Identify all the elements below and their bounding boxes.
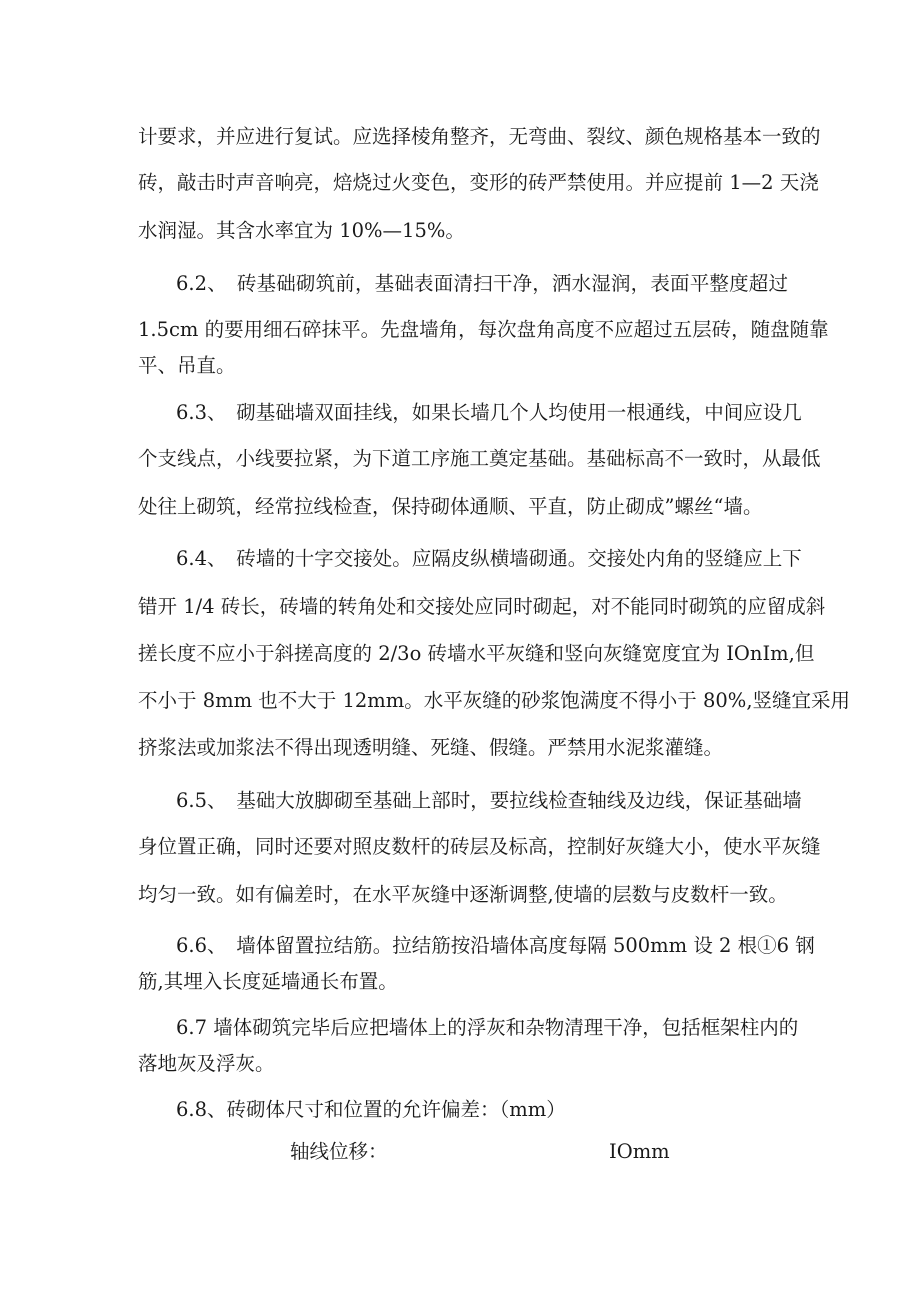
section-6-5-heading-line: 6.5、 基础大放脚砌至基础上部时，要拉线检查轴线及边线，保证基础墙: [176, 789, 802, 812]
section-6-4-heading-line: 6.4、 砖墙的十字交接处。应隔皮纵横墙砌通。交接处内角的竖缝应上下: [176, 547, 802, 570]
text-line: 落地灰及浮灰。: [138, 1052, 275, 1075]
text-line: 1.5cm 的要用细石碎抹平。先盘墙角，每次盘角高度不应超过五层砖，随盘随靠: [138, 318, 829, 341]
section-6-8-heading-line: 6.8、砖砌体尺寸和位置的允许偏差：（mm）: [176, 1098, 566, 1121]
section-6-7-heading-line: 6.7 墙体砌筑完毕后应把墙体上的浮灰和杂物清理干净，包括框架柱内的: [176, 1016, 799, 1039]
text-line: 不小于 8mm 也不大于 12mm。水平灰缝的砂浆饱满度不得小于 80%,竖缝宜采用: [138, 689, 851, 712]
text-line: 处往上砌筑，经常拉线检查，保持砌体通顺、平直，防止砌成”螺丝“墙。: [138, 495, 763, 518]
text-line: 个支线点，小线要拉紧，为下道工序施工奠定基础。基础标高不一致时，从最低: [138, 447, 821, 470]
text-line: 挤浆法或加浆法不得出现透明缝、死缝、假缝。严禁用水泥浆灌缝。: [138, 736, 724, 759]
tolerance-value: IOmm: [609, 1140, 670, 1163]
text-line: 计要求，并应进行复试。应选择棱角整齐，无弯曲、裂纹、颜色规格基本一致的: [138, 125, 821, 148]
text-line: 筋,其埋入长度延墙通长布置。: [138, 970, 398, 993]
text-line: 身位置正确，同时还要对照皮数杆的砖层及标高，控制好灰缝大小，使水平灰缝: [138, 835, 821, 858]
tolerance-label: 轴线位移：: [290, 1140, 388, 1163]
text-line: 平、吊直。: [138, 354, 236, 377]
text-line: 搓长度不应小于斜搓高度的 2/3o 砖墙水平灰缝和竖向灰缝宽度宜为 IOnIm,但: [138, 642, 815, 665]
text-line: 砖，敲击时声音响亮，焙烧过火变色，变形的砖严禁使用。并应提前 1—2 天浇: [138, 171, 819, 194]
text-line: 均匀一致。如有偏差时，在水平灰缝中逐渐调整,使墙的层数与皮数杆一致。: [138, 883, 788, 906]
section-6-2-heading-line: 6.2、 砖基础砌筑前，基础表面清扫干净，洒水湿润，表面平整度超过: [176, 272, 788, 295]
text-line: 错开 1/4 砖长，砖墙的转角处和交接处应同时砌起，对不能同时砌筑的应留成斜: [138, 595, 826, 618]
section-6-3-heading-line: 6.3、 砌基础墙双面挂线，如果长墙几个人均使用一根通线，中间应设几: [176, 401, 802, 424]
text-line: 水润湿。其含水率宜为 10%—15%。: [138, 219, 465, 242]
section-6-6-heading-line: 6.6、 墙体留置拉结筋。拉结筋按沿墙体高度每隔 500mm 设 2 根①6 钢: [176, 934, 815, 957]
